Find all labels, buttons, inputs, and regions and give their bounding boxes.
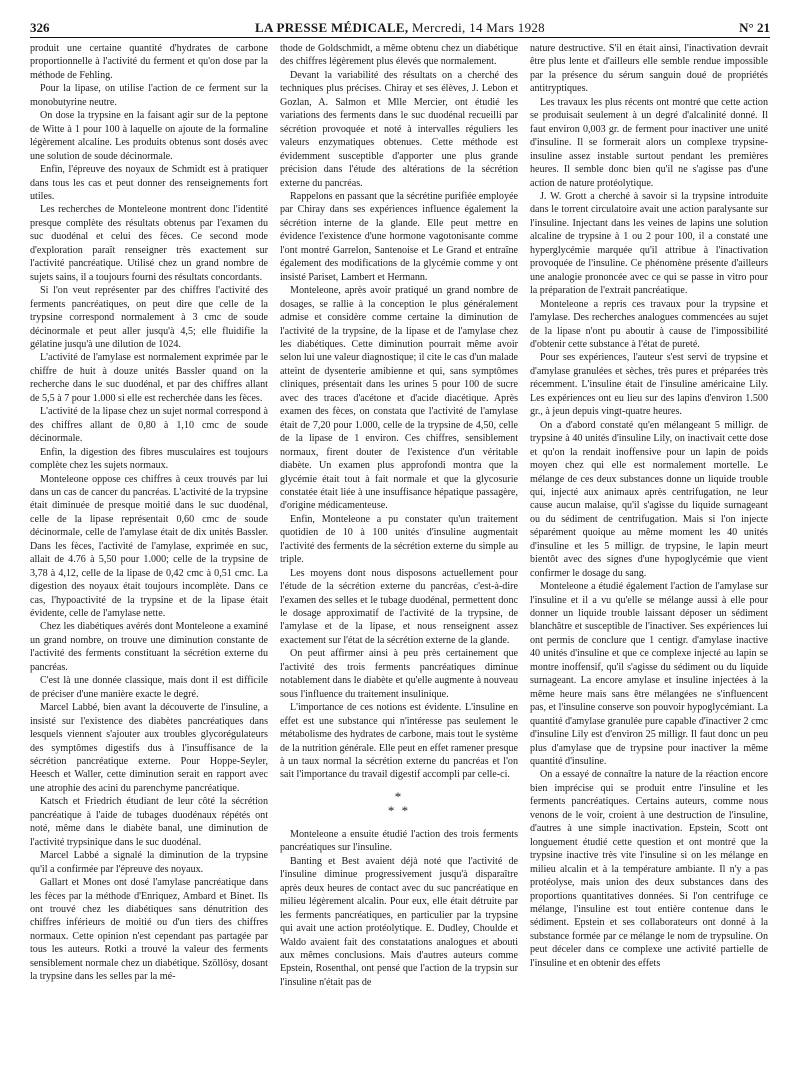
paragraph: Si l'on veut représenter par des chiffres l'activité des ferments pancréatiques, on peut dire que celle de la trypsine correspond normalement à 3 cmc de soude décinormale et peut aller jusqu'à 4,5; elle fluidifie la gélatine jusqu'à une dilution de 1024. xyxy=(30,285,268,350)
paragraph: Monteleone oppose ces chiffres à ceux trouvés par lui dans un cas de cancer du pancréas. L'activité de la trypsine était diminuée de presque moitié dans le suc duodénal, celle de la lipase représentait 0,60 cmc de soude décinormale, celle de l'amylase était de dix unités Bassler. Dans les fèces, l'activité de l'amylase, exprimée en suc, allait de 4.76 à 5,50 pour 1.000; celle de la trypsine de 3,78 à 4,12, celle de la lipase de 0,42 cmc à 0,51 cmc. La digestion des noyaux était toujours incomplète. Dans ce cas, l'hypoactivité de la trypsine et de la lipase était évidente, celle de l'amylase nette. xyxy=(30,473,268,620)
text-columns xyxy=(30,42,770,1072)
paragraph: Katsch et Friedrich étudiant de leur côté la sécrétion pancréatique à l'aide de tubages duodénaux répétés ont noté, même dans le diabète banal, une diminution de l'activité trypsinique dans le suc duodénal. xyxy=(30,796,268,848)
paragraph: Rappelons en passant que la sécrétine purifiée employée par Chiray dans ses expériences influence également la sécrétion interne de la glande. Elle peut mettre en évidence l'existence d'une hormone vagotonisante comme l'ont montré Garrelon, Santenoise et Le Grand et entraîne également des modifications de la glycémie comme y ont insisté Pariset, Lambert et Hermann. xyxy=(280,190,518,283)
paragraph: Les travaux les plus récents ont montré que cette action se produisait seulement à un degré d'alcalinité donné. Il faut environ 0,003 gr. de ferment pour inactiver une unité d'insuline. Il se formerait alors un complexe trypsine-insuline assez instable surtout pendant les premières heures. Il semble donc bien qu'il ne s'agisse pas d'une action de nature protéolytique. xyxy=(530,96,768,189)
paragraph: produit une certaine quantité d'hydrates de carbone proportionnelle à l'activité du ferment et qu'on dose par la méthode de Fehling. xyxy=(30,43,268,81)
paragraph: Monteleone, après avoir pratiqué un grand nombre de dosages, se rallie à la conception le plus généralement admise et considère comme certaine la diminution de l'activité de la trypsine, de la lipase et de l'amylase chez les diabétiques. Cette diminution pourrait même avoir selon lui une valeur diagnostique; il cite le cas d'un malade atteint de dysenterie amibienne et qui, sans symptômes cliniques, présentait dans les urines 5 pour 100 de sucre avec des traces d'acétone et d'acide diacétique. Après examen des fèces, on constata que l'activité de l'amylase était de 7,20 pour 1.000, celle de la trypsine de 4,50, celle de la lipase de 1 environ. Ces chiffres, sensiblement normaux, firent douter de l'existence d'un véritable diabète. Un examen plus approfondi montra que la glycémie était tout à fait normale et que la glycosurie constatée était liée à une insuffisance hépatique passagère, d'origine médicamenteuse. xyxy=(280,285,518,512)
paragraph: Monteleone a ensuite étudié l'action des trois ferments pancréatiques sur l'insuline. xyxy=(280,828,518,854)
paragraph: Les recherches de Monteleone montrent donc l'identité presque complète des résultats obtenus par l'examen du suc duodénal et celui des fèces. Ce second mode d'exploration paraît renseigner très exactement sur l'activité pancréatique. Utilisé chez un grand nombre de sujets sains, il a toujours fourni des résultats concordants. xyxy=(30,204,268,283)
journal-name: LA PRESSE MÉDICALE, xyxy=(255,20,409,35)
column-1 xyxy=(30,42,268,1072)
paragraph: On dose la trypsine en la faisant agir sur de la peptone de Witte à 1 pour 100 à laquelle on ajoute de la formaline légèrement alcaline. Les produits obtenus sont dosés avec une solution de soude décinormale. xyxy=(30,110,268,162)
paragraph: Enfin, Monteleone a pu constater qu'un traitement quotidien de 10 à 100 unités d'insuline augmentait l'activité des ferments de la sécrétion externe du simple au triple. xyxy=(280,513,518,566)
header-rule xyxy=(30,37,770,38)
column-2 xyxy=(280,42,518,1072)
paragraph: Enfin, la digestion des fibres musculaires est toujours complète chez les sujets normaux. xyxy=(30,446,268,472)
issue-date: Mercredi, 14 Mars 1928 xyxy=(412,20,545,35)
paragraph: Banting et Best avaient déjà noté que l'activité de l'insuline diminue progressivement jusqu'à disparaître après deux heures de contact avec du suc pancréatique en milieu légèrement alcalin. Pour eux, elle était détruite par les ferments pancréatiques, en particulier par la trypsine qui avait une action protéolytique. E. Dudley, Choulde et Waldo avaient fait des constatations analogues et abouti aux mêmes conclusions. Mais d'autres auteurs comme Epstein, Rosenthal, ont pensé que l'action de la trypsin sur l'insuline n'était pas de xyxy=(280,855,518,988)
paragraph: L'importance de ces notions est évidente. L'insuline en effet est une substance qui n'intéresse pas seulement le métabolisme des hydrates de carbone, mais tout le système de la nutrition générale. Elle peut en effet ramener presque à un taux normal la sécrétion externe du pancréas et l'on sait l'importance du travail digestif accompli par celle-ci. xyxy=(280,702,518,781)
page-number: 326 xyxy=(30,20,50,35)
paragraph: nature destructive. S'il en était ainsi, l'inactivation devrait être plus lente et d'ailleurs elle semble rendue impossible par la présence du sérum sanguin doué de propriétés antitryptiques. xyxy=(530,43,768,95)
paragraph: L'activité de l'amylase est normalement exprimée par le chiffre de huit à douze unités Bassler quand on la recherche dans le suc duodénal, et par des chiffres allant de 5,5 à 7 pour 1.000 si elle est recherchée dans les fèces. xyxy=(30,352,268,404)
paragraph: Enfin, l'épreuve des noyaux de Schmidt est à pratiquer dans tous les cas et peut donner des renseignements fort utiles. xyxy=(30,164,268,202)
paragraph: Marcel Labbé, bien avant la découverte de l'insuline, a insisté sur l'existence des diabètes pancréatiques dans lesquels viennent s'ajouter aux troubles glycorégulateurs des symptômes digestifs dus à l'insuffisance de la sécrétion pancréatique externe. Pour Hoppe-Seyler, Heesch et Waller, cette diminution serait en rapport avec une atrophie des acini du parenchyme pancréatique. xyxy=(30,702,268,794)
paragraph: Monteleone a repris ces travaux pour la trypsine et l'amylase. Des recherches analogues commencées au sujet de la lipase n'ont pu aboutir à cause de l'impossibilité d'obtenir cette substance à l'état de pureté. xyxy=(530,298,768,350)
paragraph: On a essayé de connaître la nature de la réaction encore bien imprécise qui se produit entre l'insuline et les ferments pancréatiques. Certains auteurs, comme nous venons de le voir, croient à une destruction de l'insuline, d'autres à une simple inactivation. Epstein, Scott ont longuement étudié cette question et ont montré que la trypsine inactive très vite l'insuline si on les mélange en milieu alcalin et à la température ambiante. Il n'y a pas protéolyse, mais union des deux substances dans des proportions quantitatives données. Si l'on centrifuge ce mélange, l'insuline est tout entière contenue dans le sédiment. Epstein et ses collaborateurs ont donné à la substance formée par ce mélange le nom de trypsuline. On peut déceler dans ce complexe une activité partielle de l'insuline et en obtenir des effets xyxy=(530,769,768,969)
paragraph: Les moyens dont nous disposons actuellement pour l'étude de la sécrétion externe du pancréas, c'est-à-dire l'examen des selles et le tubage duodénal, permettent donc le dosage approximatif de l'activité de la trypsine, de l'amylase et de la lipase, et nous renseignent assez exactement sur l'état de la sécrétion externe de la glande. xyxy=(280,567,518,646)
journal-title-line xyxy=(90,20,710,36)
paragraph: Pour la lipase, on utilise l'action de ce ferment sur la monobutyrine neutre. xyxy=(30,83,268,108)
separator-stars-bottom: * * xyxy=(387,802,411,818)
issue-number: N° 21 xyxy=(739,20,770,35)
paragraph: On peut affirmer ainsi à peu près certainement que l'activité des trois ferments pancréatiques diminue notablement dans le diabète et qu'elle augmente à nouveau sous l'influence du traitement insulinique. xyxy=(280,648,518,700)
separator-stars-top: * xyxy=(394,788,404,804)
paragraph: L'activité de la lipase chez un sujet normal correspond à des chiffres allant de 0,80 à 1,10 cmc de soude décinormale. xyxy=(30,406,268,445)
paragraph: Devant la variabilité des résultats on a cherché des techniques plus précises. Chiray et ses élèves, J. Lebon et Gozlan, A. Salmon et Mlle Mercier, ont étudié les variations des ferments dans le suc duodénal recueilli par sécrétion provoquée et noté à intervalles réguliers les valeurs enzymatiques obtenues. Cette méthode est évidemment susceptible d'apporter une plus grande précision dans l'étude des altérations de la sécrétion externe du pancréas. xyxy=(280,69,518,189)
column-3 xyxy=(530,42,768,1072)
running-header xyxy=(30,14,770,36)
paragraph: Monteleone a étudié également l'action de l'amylase sur l'insuline et il a vu qu'elle se mélange aussi à elle pour donner un liquide trouble laissant déposer un sédiment blanchâtre et susceptible de l'inactiver. Ses expériences lui ont permis de conclure que 1 centigr. d'amylase inactive 40 unités d'insuline et que ce complexe injecté au lapin se montre inoffensif, qu'il s'agisse du sédiment ou du liquide surnageant. La encore amylase et insuline injectées à la même heure mais sans être mélangées ne s'influencent pas, et l'insuline conserve son pouvoir hypoglycémiant. La quantité d'amylase granulée pure capable d'inactiver 2 cmc d'insuline Lily est d'environ 25 milligr. Il faut donc un peu plus d'amylase que de trypsine pour inactiver la même quantité d'insuline. xyxy=(530,581,768,768)
paragraph: Gallart et Mones ont dosé l'amylase pancréatique dans les fèces par la méthode d'Enriquez, Ambard et Binet. Ils ont trouvé chez les diabétiques sans dénutrition des chiffres inférieurs de moitié ou d'un tiers des chiffres normaux. Cette opinion n'est cependant pas partagée par tous les auteurs. Rotki a trouvé la valeur des ferments sensiblement normale chez un diabétique. Szöllösy, dosant la trypsine dans les selles par la mé- xyxy=(30,877,268,983)
paragraph: Pour ses expériences, l'auteur s'est servi de trypsine et d'amylase granulées et sèches, très pures et préparées très récemment. L'insuline était de l'insuline américaine Lily. Les expériences ont eu lieu sur des lapins d'environ 1.500 gr., à jeun depuis vingt-quatre heures. xyxy=(530,352,768,418)
paragraph: C'est là une donnée classique, mais dont il est difficile de préciser d'une manière exacte le degré. xyxy=(30,675,268,700)
paragraph: Marcel Labbé a signalé la diminution de la trypsine qu'il a confirmée par l'épreuve des noyaux. xyxy=(30,850,268,875)
paragraph: Chez les diabétiques avérés dont Monteleone a examiné un grand nombre, on trouve une diminution constante de l'activité des ferments constituant la sécrétion externe du pancréas. xyxy=(30,621,268,673)
section-separator xyxy=(280,790,518,818)
paragraph: On a d'abord constaté qu'en mélangeant 5 milligr. de trypsine à 40 unités d'insuline Lily, on inactivait cette dose et qu'on la rendait inoffensive pour un lapin de poids moyen chez qui elle est normalement mortelle. Le mélange de ces deux substances donne un liquide trouble qui, injecté aux animaux après centrifugation, ne leur cause aucun malaise, qu'il s'agisse du liquide surnageant ou du sédiment de centrifugation. Mais si l'on injecte séparément quoique au même moment les 40 unités d'insuline et les 5 milligr. de trypsine, le lapin meurt bientôt avec des signes d'une hypoglycémie que vient confirmer le dosage du sang. xyxy=(530,419,768,579)
paragraph: J. W. Grott a cherché à savoir si la trypsine introduite dans le torrent circulatoire avait une action paralysante sur l'insuline. Injectant dans les veines de lapins une solution alcaline de trypsine à 1 ou 2 pour 100, il a constaté une hyperglycémie marquée qu'il attribue à l'inactivation provoquée de l'insuline. Ce phénomène présente d'ailleurs une analogie prononcée avec ce qui se passe in vitro pour la préparation de l'extrait pancréatique. xyxy=(530,190,768,297)
paragraph: thode de Goldschmidt, a même obtenu chez un diabétique des chiffres légèrement plus élevés que normalement. xyxy=(280,43,518,68)
